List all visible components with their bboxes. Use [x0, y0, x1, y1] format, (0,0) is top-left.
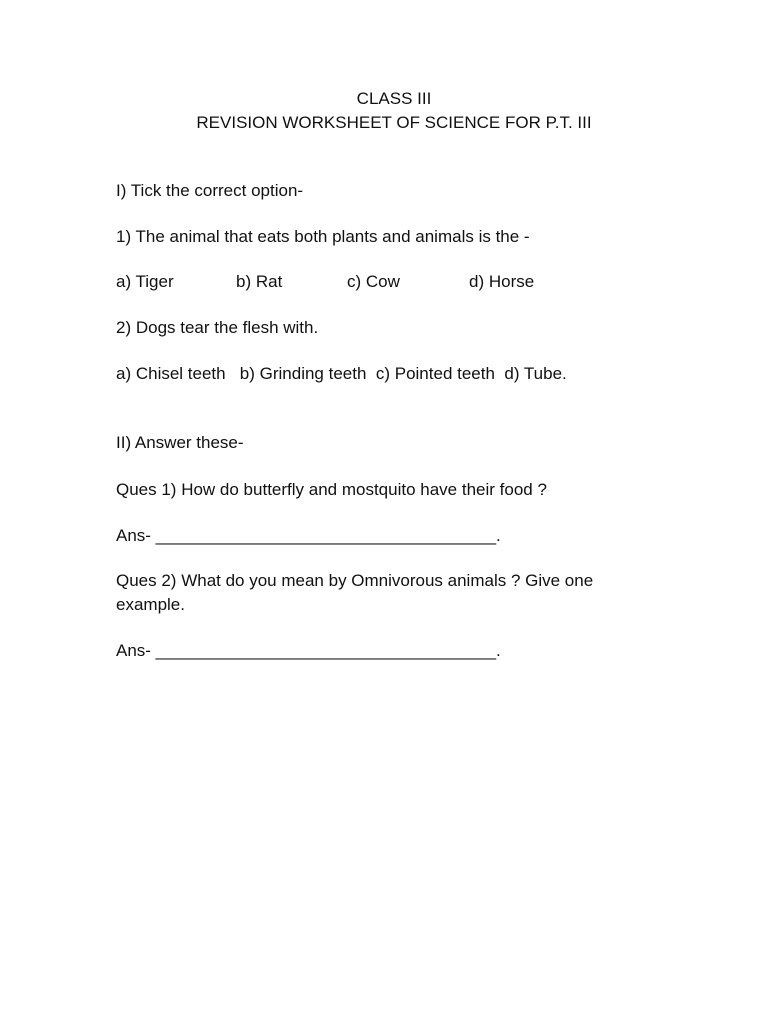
ques-2-text-line-1: Ques 2) What do you mean by Omnivorous animals ? Give one	[116, 571, 594, 590]
section-2-heading: II) Answer these-	[116, 433, 244, 452]
option-c: c) Cow	[347, 272, 400, 291]
ques-1-text: Ques 1) How do butterfly and mostquito have their food ?	[116, 480, 547, 499]
option-b: b) Rat	[236, 272, 283, 291]
question-2-options: a) Chisel teeth b) Grinding teeth c) Pointed teeth d) Tube.	[116, 364, 567, 383]
ques-2-answer-line: Ans- ____________________________________.	[116, 641, 501, 660]
question-2-text: 2) Dogs tear the flesh with.	[116, 318, 319, 337]
worksheet-title: REVISION WORKSHEET OF SCIENCE FOR P.T. III	[196, 113, 592, 132]
ques-2-text-line-2: example.	[116, 595, 185, 614]
class-heading: CLASS III	[356, 89, 432, 108]
option-d: d) Horse	[469, 272, 535, 291]
option-a: a) Tiger	[116, 272, 174, 291]
question-1-text: 1) The animal that eats both plants and animals is the -	[116, 227, 530, 246]
ques-1-answer-line: Ans- ____________________________________.	[116, 526, 501, 545]
section-1-heading: I) Tick the correct option-	[116, 181, 304, 200]
